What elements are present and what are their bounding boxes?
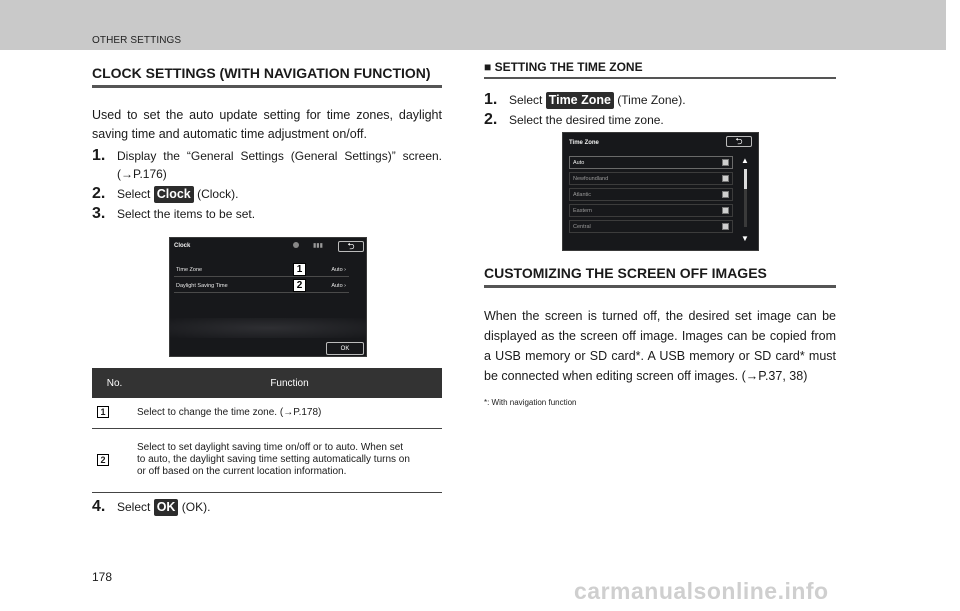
callout-2: 2 xyxy=(293,279,306,292)
back-icon: ⮌ xyxy=(347,241,355,251)
checkbox-icon xyxy=(722,175,729,182)
tz-option-atlantic[interactable] xyxy=(569,188,733,201)
tz-option-central[interactable] xyxy=(569,220,733,233)
ok-label: OK xyxy=(340,345,350,352)
step-4 xyxy=(92,498,442,516)
setting-time-zone-heading: ■ SETTING THE TIME ZONE xyxy=(484,59,836,79)
table-row xyxy=(92,428,442,492)
tz-option-label: Auto xyxy=(573,159,585,166)
tz-option-label: Atlantic xyxy=(573,191,592,198)
step-text-pre: Select xyxy=(117,187,154,201)
screen-title: Clock xyxy=(174,243,191,249)
time-zone-button-label: Time Zone xyxy=(546,92,614,109)
page-number: 178 xyxy=(92,570,113,584)
intro-paragraph: Used to set the auto update setting for time zones, daylight saving time and automatic time adjustment on/off. xyxy=(92,108,442,141)
step-text-pre: Select xyxy=(509,93,546,107)
left-column xyxy=(92,64,442,223)
step-number: 3. xyxy=(92,205,106,222)
header-bar xyxy=(0,0,946,50)
clock-settings-screen xyxy=(169,237,367,357)
step-text xyxy=(509,91,836,109)
tz-option-newfoundland[interactable] xyxy=(569,172,733,185)
row-function: Select to set daylight saving time on/off or to auto. When set to auto, the daylight saving time setting automatically turns on or off based on the current location information. xyxy=(137,428,442,492)
row-number: 1 xyxy=(97,406,109,418)
row-value: Auto › xyxy=(331,266,346,273)
row-number-cell xyxy=(92,428,137,492)
tz-step-2 xyxy=(484,111,836,129)
gps-icon xyxy=(293,242,299,248)
step-text xyxy=(117,498,442,516)
table-header-function: Function xyxy=(137,368,442,398)
callout-1: 1 xyxy=(293,263,306,276)
screen-off-section xyxy=(484,264,836,386)
scroll-down-icon[interactable]: ▼ xyxy=(741,234,749,243)
function-table xyxy=(92,368,442,493)
table-header-no: No. xyxy=(92,368,137,398)
step-number: 2. xyxy=(92,185,106,202)
screen-glow xyxy=(170,318,367,338)
checkbox-icon xyxy=(722,191,729,198)
ok-button-label: OK xyxy=(154,499,179,516)
step-1 xyxy=(92,147,442,183)
row-value: Auto › xyxy=(331,282,346,289)
tz-option-label: Eastern xyxy=(573,207,592,214)
tz-step-1 xyxy=(484,91,836,109)
step-text-post: (Clock). xyxy=(193,187,239,201)
step-text-post: (Time Zone). xyxy=(613,93,686,107)
tz-option-eastern[interactable] xyxy=(569,204,733,217)
checkbox-icon xyxy=(722,159,729,166)
back-button[interactable] xyxy=(726,136,752,147)
screen-title: Time Zone xyxy=(569,140,599,146)
tz-option-label: Central xyxy=(573,223,591,230)
back-button[interactable] xyxy=(338,241,364,252)
right-column xyxy=(484,59,836,129)
step-text-post: (OK). xyxy=(178,500,211,514)
scrollbar-track[interactable] xyxy=(744,169,747,227)
watermark: carmanualsonline.info xyxy=(574,578,829,604)
time-zone-screen xyxy=(562,132,759,251)
section-title: OTHER SETTINGS xyxy=(92,35,182,46)
step-number: 1. xyxy=(92,147,106,164)
ok-button[interactable] xyxy=(326,342,364,355)
step-3 xyxy=(92,205,442,223)
back-icon: ⮌ xyxy=(735,136,743,146)
scroll-up-icon[interactable]: ▲ xyxy=(741,156,749,165)
signal-icon: ▮▮▮ xyxy=(313,243,323,249)
step-text: Select the items to be set. xyxy=(117,207,256,221)
row-function: Select to change the time zone. (→P.178) xyxy=(137,398,442,428)
table-row xyxy=(92,398,442,428)
tz-option-auto[interactable] xyxy=(569,156,733,169)
footnote: *: With navigation function xyxy=(484,398,577,407)
step-number: 1. xyxy=(484,91,498,108)
tz-option-label: Newfoundland xyxy=(573,175,609,182)
checkbox-icon xyxy=(722,207,729,214)
step-2 xyxy=(92,185,442,203)
step-text: Select the desired time zone. xyxy=(509,113,664,127)
row-number: 2 xyxy=(97,454,109,466)
scrollbar-thumb[interactable] xyxy=(744,169,747,189)
time-zone-row[interactable] xyxy=(174,263,349,277)
checkbox-icon xyxy=(722,223,729,230)
screen-off-paragraph: When the screen is turned off, the desired set image can be displayed as the screen off image. Images can be copied from a USB memory or SD card*. A USB memory or SD card* must be connected when editing screen off images. (→P.37, 38) xyxy=(484,309,836,383)
screen-off-heading: CUSTOMIZING THE SCREEN OFF IMAGES xyxy=(484,264,836,288)
step-text-pre: Select xyxy=(117,500,154,514)
step-text: Display the “General Settings (General Settings)” screen. (→P.176) xyxy=(117,149,442,181)
step-number: 2. xyxy=(484,111,498,128)
step-text xyxy=(117,185,442,203)
clock-button-label: Clock xyxy=(154,186,194,203)
row-label: Time Zone xyxy=(176,266,203,273)
clock-settings-heading: CLOCK SETTINGS (WITH NAVIGATION FUNCTION) xyxy=(92,64,442,88)
step-number: 4. xyxy=(92,498,106,515)
row-number-cell xyxy=(92,398,137,428)
daylight-saving-row[interactable] xyxy=(174,279,349,293)
row-label: Daylight Saving Time xyxy=(176,282,228,289)
